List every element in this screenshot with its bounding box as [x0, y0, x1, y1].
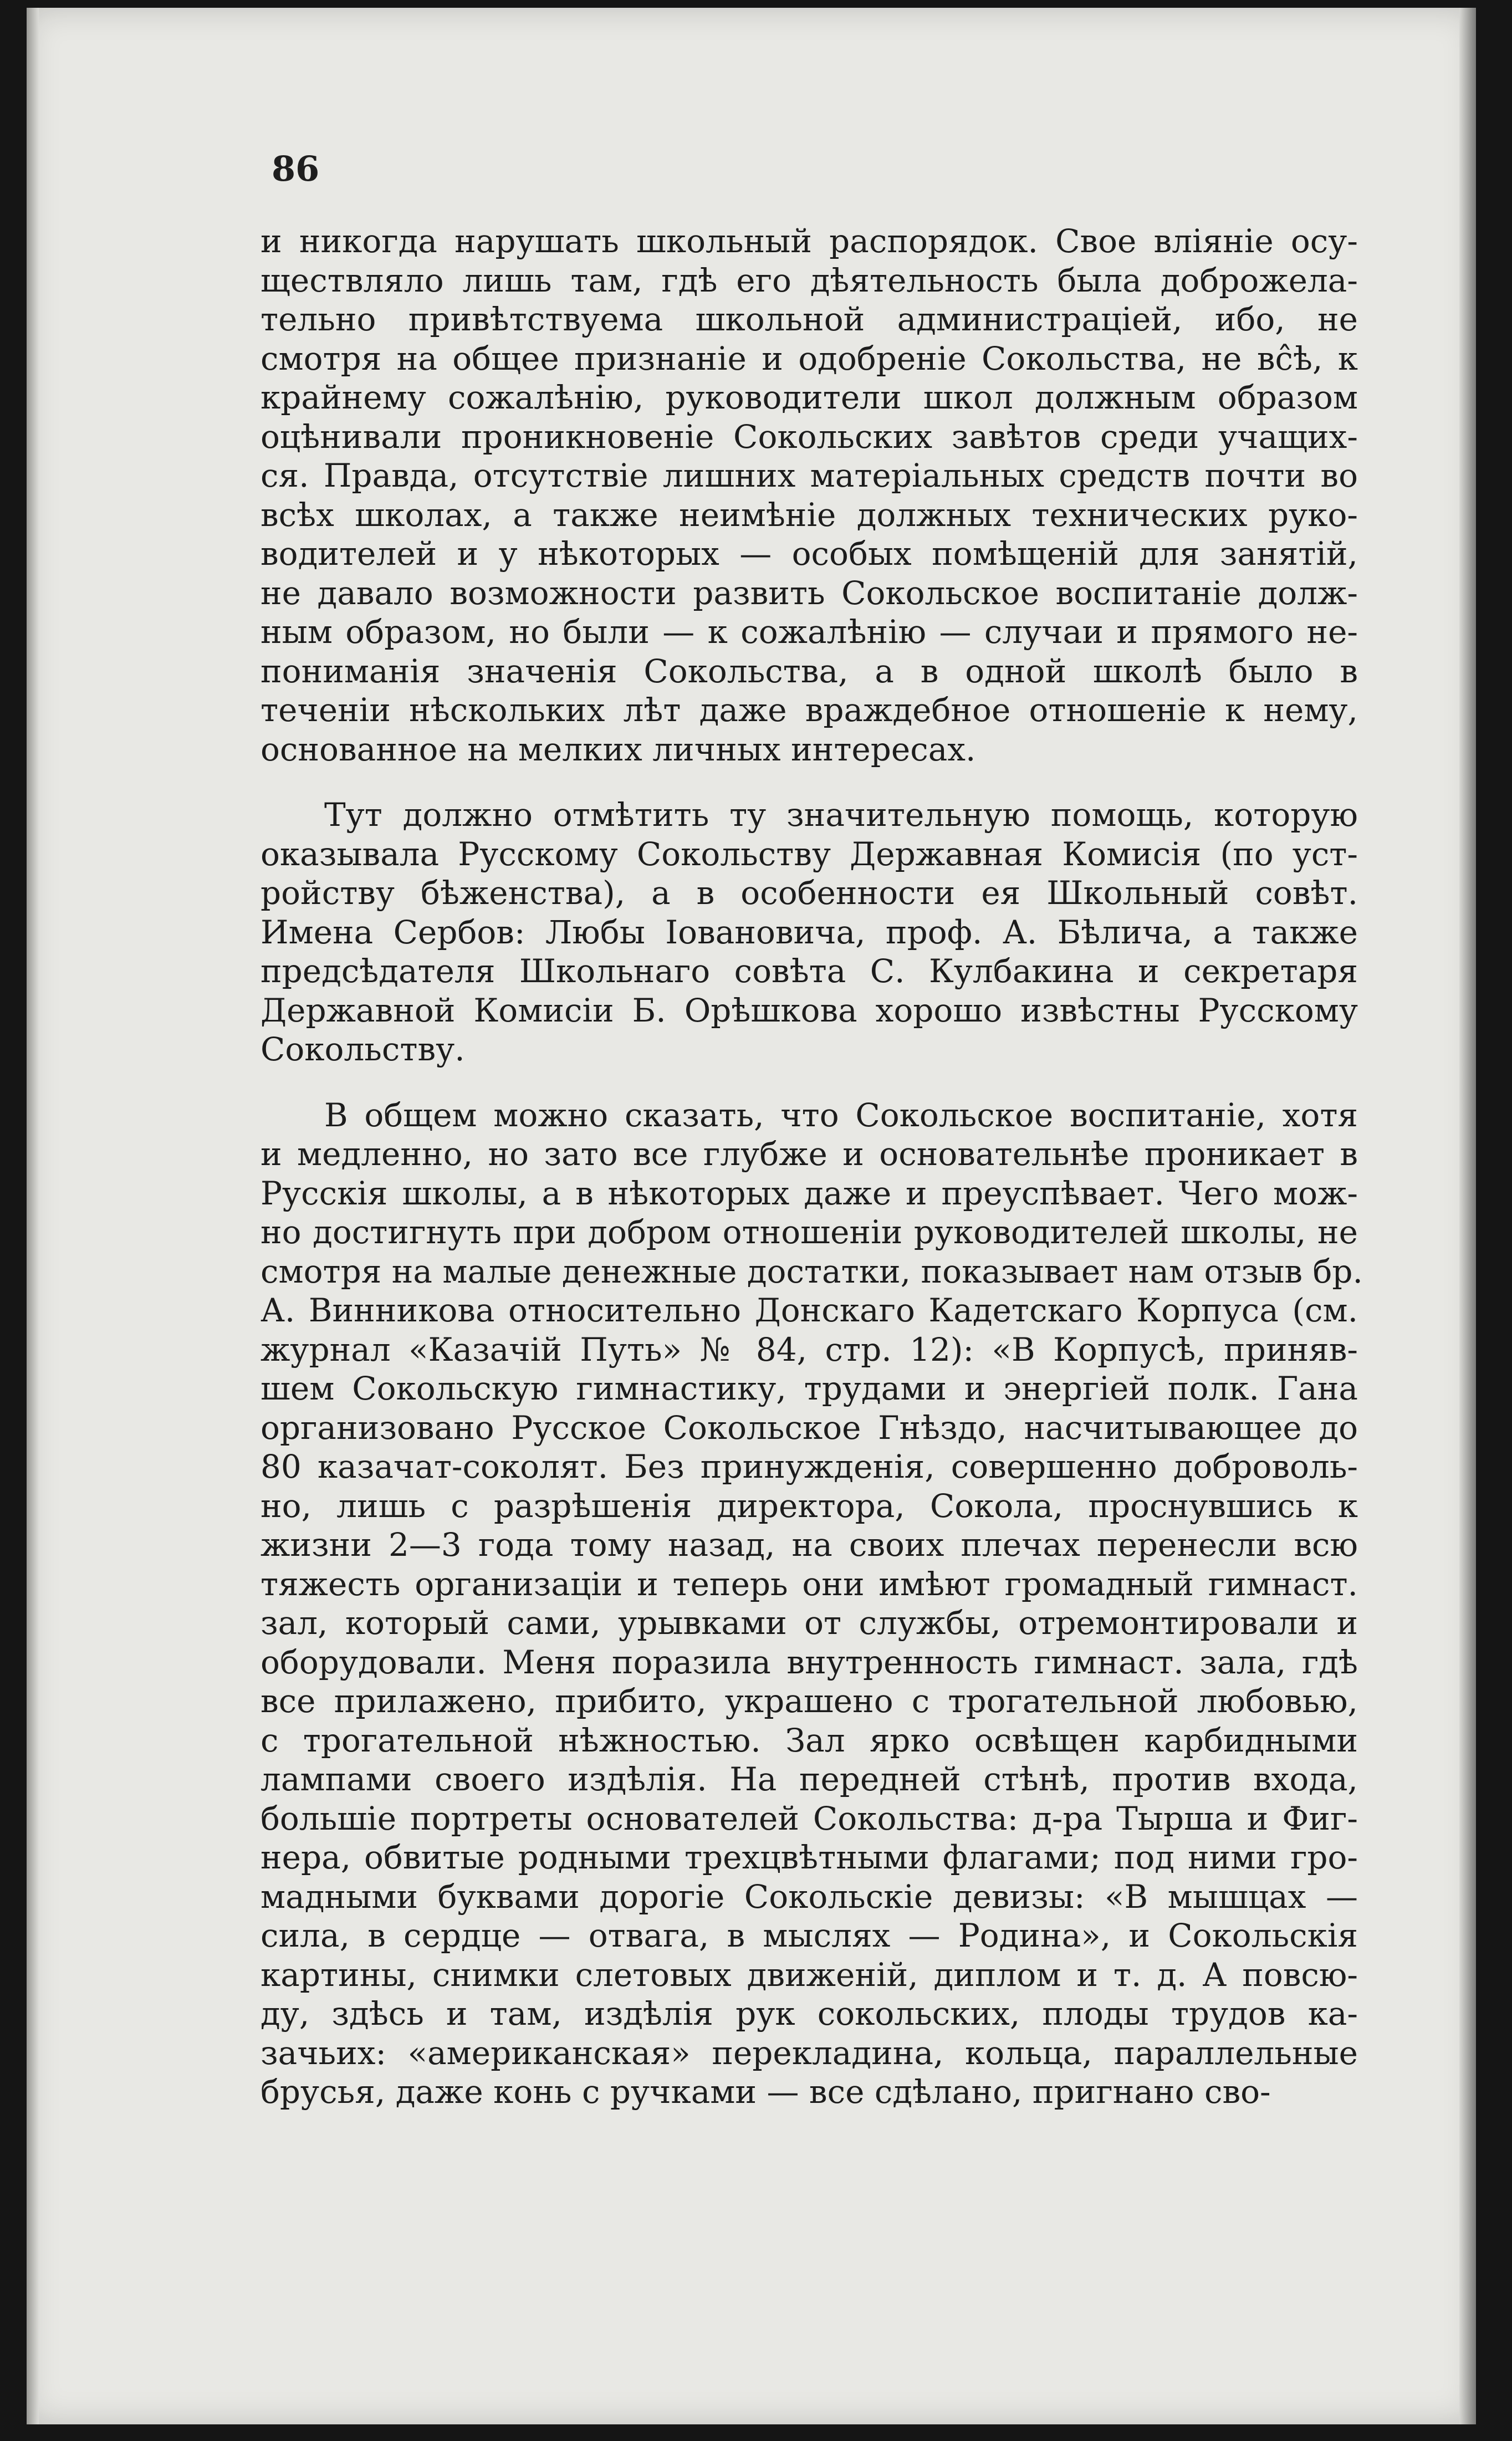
text-line: оцѣнивали проникновеніе Сокольских завѣтов среди учащих- [260, 417, 1358, 456]
text-line: А. Винникова относительно Донскаго Кадетскаго Корпуса (см. [260, 1291, 1358, 1329]
text-line: не давало возможности развить Сокольское воспитаніе долж- [260, 574, 1358, 612]
text-line: мадными буквами дорогіе Сокольскіе девизы: «В мышцах — [260, 1877, 1358, 1916]
text-line: зал, который сами, урывками от службы, отремонтировали и [260, 1604, 1358, 1642]
text-line: пониманія значенія Сокольства, а в одной школѣ было в [260, 652, 1358, 690]
text-line: Державной Комисіи Б. Орѣшкова хорошо извѣстны Русскому [260, 991, 1358, 1029]
paragraph-gap [260, 769, 1358, 795]
text-line: водителей и у нѣкоторых — особых помѣщеній для занятій, [260, 535, 1358, 573]
page-number: 86 [272, 149, 320, 189]
text-line: все прилажено, прибито, украшено с трогательной любовью, [260, 1682, 1358, 1720]
text-line: брусья, даже конь с ручками — все сдѣлано, пригнано сво- [260, 2073, 1271, 2111]
text-line: ным образом, но были — к сожалѣнію — случаи и прямого не- [260, 613, 1358, 651]
text-line: лампами своего издѣлія. На передней стѣнѣ, против входа, [260, 1760, 1358, 1798]
paragraph-gap [260, 1069, 1358, 1096]
paragraph [260, 795, 1358, 1069]
text-line: картины, снимки слетовых движеній, диплом и т. д. А повсю- [260, 1955, 1358, 1994]
text-line: смотря на малые денежные достатки, показывает нам отзыв бр. [260, 1252, 1363, 1290]
text-line: 80 казачат-соколят. Без принужденія, совершенно доброволь- [260, 1448, 1358, 1485]
body-text [260, 222, 1363, 2112]
text-line: журнал «Казачій Путь» № 84, стр. 12): «В Корпусѣ, приняв- [260, 1330, 1358, 1368]
text-line: тяжесть организаціи и теперь они имѣют громадный гимнаст. [260, 1565, 1358, 1603]
text-line: большіе портреты основателей Сокольства: д-ра Тырша и Фиг- [260, 1799, 1358, 1837]
text-line: оказывала Русскому Сокольству Державная Комисія (по уст- [260, 835, 1358, 873]
text-line: ройству бѣженства), а в особенности ея Школьный совѣт. [260, 874, 1358, 912]
text-line: Русскія школы, а в нѣкоторых даже и преуспѣвает. Чего мож- [260, 1174, 1358, 1212]
text-line: смотря на общее признаніе и одобреніе Сокольства, не вс̂ѣ, к [260, 339, 1358, 377]
text-line: организовано Русское Сокольское Гнѣздо, насчитывающее до [260, 1408, 1358, 1447]
text-line: зачьих: «американская» перекладина, кольца, параллельные [260, 2034, 1358, 2072]
text-line: оборудовали. Меня поразила внутренность гимнаст. зала, гдѣ [260, 1643, 1358, 1681]
text-line: но достигнуть при добром отношеніи руководителей школы, не [260, 1213, 1358, 1251]
text-line: шем Сокольскую гимнастику, трудами и энергіей полк. Гана [260, 1370, 1358, 1407]
text-line: теченіи нѣскольких лѣт даже враждебное отношеніе к нему, [260, 691, 1358, 729]
text-line: В общем можно сказать, что Сокольское воспитаніе, хотя [324, 1096, 1358, 1134]
paragraph [260, 1096, 1363, 2112]
text-line: нера, обвитые родными трехцвѣтными флагами; под ними гро- [260, 1839, 1358, 1876]
text-line: и никогда нарушать школьный распорядок. Свое вліяніе осу- [260, 222, 1358, 260]
text-line: жизни 2—3 года тому назад, на своих плечах перенесли всю [260, 1526, 1358, 1564]
text-line: с трогательной нѣжностью. Зал ярко освѣщен карбидными [260, 1721, 1358, 1759]
paragraph [260, 222, 1358, 769]
text-line: и медленно, но зато все глубже и основательнѣе проникает в [260, 1135, 1358, 1173]
text-line: основанное на мелких личных интересах. [260, 730, 976, 768]
text-line: всѣх школах, а также неимѣніе должных технических руко- [260, 496, 1358, 534]
text-line: Тут должно отмѣтить ту значительную помощь, которую [324, 796, 1358, 834]
text-line: Имена Сербов: Любы Іовановича, проф. А. Бѣлича, а также [260, 913, 1358, 951]
page-edge-left [27, 8, 39, 2424]
text-line: ся. Правда, отсутствіе лишних матеріальных средств почти во [260, 457, 1358, 494]
text-line: но, лишь с разрѣшенія директора, Сокола, проснувшись к [260, 1487, 1358, 1525]
text-line: сила, в сердце — отвага, в мыслях — Родина», и Сокольскія [260, 1917, 1358, 1954]
text-line: предсѣдателя Школьнаго совѣта С. Кулбакина и секретаря [260, 952, 1358, 990]
page-edge-right [1459, 8, 1476, 2424]
text-line: Сокольству. [260, 1030, 465, 1068]
text-line: ду, здѣсь и там, издѣлія рук сокольских, плоды трудов ка- [260, 1995, 1358, 2033]
text-line: ществляло лишь там, гдѣ его дѣятельность была доброжела- [260, 261, 1358, 299]
text-line: тельно привѣтствуема школьной администраціей, ибо, не [260, 300, 1358, 338]
text-line: крайнему сожалѣнію, руководители школ должным образом [260, 379, 1358, 416]
